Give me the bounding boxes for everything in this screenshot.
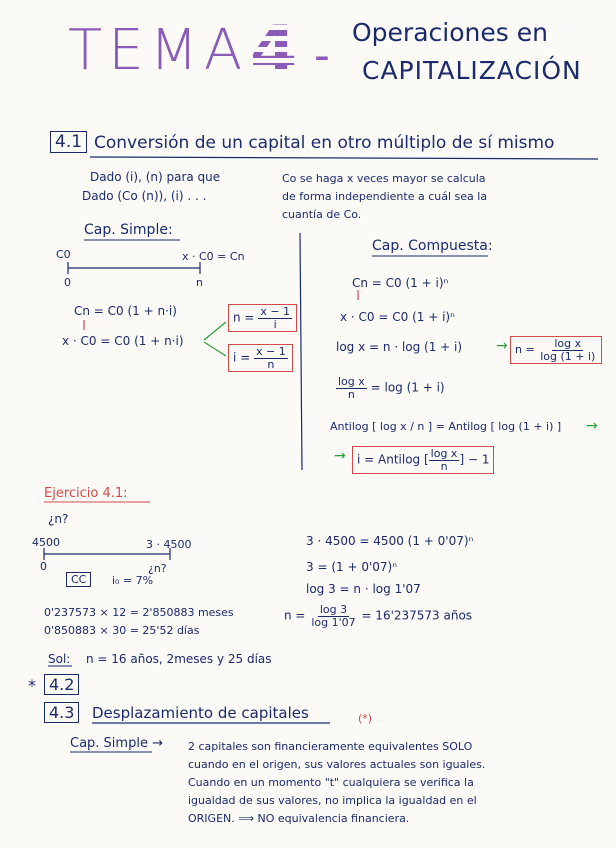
exercise-eq-b: 3 = (1 + 0'07)ⁿ bbox=[306, 560, 397, 574]
timeline-cn: x · C0 = Cn bbox=[182, 250, 245, 263]
exercise-zero: 0 bbox=[40, 560, 47, 573]
paragraph-line-1: 2 capitales son financieramente equivalentes SOLO bbox=[188, 740, 473, 753]
tema-number: 4 bbox=[250, 12, 298, 91]
arrow-icon: → bbox=[586, 418, 598, 434]
section-number-4-3: 4.3 bbox=[44, 702, 79, 723]
compound-eq-1: Cn = C0 (1 + i)ⁿ bbox=[352, 276, 449, 290]
given-line-2: Dado (Co (n)), (i) . . . bbox=[82, 189, 207, 203]
exercise-v-right: 3 · 4500 bbox=[146, 538, 192, 551]
paragraph-line-5: ORIGEN. ⟹ NO equivalencia financiera. bbox=[188, 812, 410, 825]
compound-eq-3: log x = n · log (1 + i) bbox=[336, 340, 463, 354]
exercise-eq-a: 3 · 4500 = 4500 (1 + 0'07)ⁿ bbox=[306, 534, 474, 548]
n-denominator: log 1'07 bbox=[311, 615, 356, 629]
exercise-calc-1: 0'237573 × 12 = 2'850883 meses bbox=[44, 606, 234, 619]
i-numerator: log x bbox=[430, 447, 458, 460]
simple-eq-1: Cn = C0 (1 + n·i) bbox=[74, 304, 177, 318]
exercise-v-left: 4500 bbox=[32, 536, 60, 549]
compound-n-result bbox=[510, 336, 602, 364]
compound-eq-4 bbox=[336, 376, 445, 400]
section-underline bbox=[90, 157, 598, 159]
i-suffix: − 1 bbox=[467, 452, 490, 467]
eq4-numerator: log x bbox=[338, 375, 365, 388]
paragraph-line-3: Cuando en un momento "t" cualquiera se verifica la bbox=[188, 776, 474, 789]
condition-line-1: Co se haga x veces mayor se calcula bbox=[282, 172, 486, 185]
n-numerator: log x bbox=[554, 337, 582, 350]
timeline-c0: C0 bbox=[56, 248, 71, 261]
section-number-4-1: 4.1 bbox=[50, 131, 87, 153]
arrow-icon: → bbox=[334, 448, 346, 464]
solution-text: n = 16 años, 2meses y 25 días bbox=[86, 652, 272, 666]
column-divider bbox=[300, 233, 302, 470]
cap-simple-label: Cap. Simple → bbox=[70, 736, 163, 751]
n-lhs: n = bbox=[233, 310, 255, 325]
green-arrow bbox=[204, 342, 226, 356]
n-numerator: x − 1 bbox=[260, 305, 291, 318]
exercise-rate: i₀ = 7% bbox=[112, 574, 154, 587]
n-denominator: i bbox=[273, 317, 277, 331]
exercise-title: Ejercicio 4.1: bbox=[44, 486, 128, 501]
simple-i-result bbox=[228, 344, 293, 372]
cap-compuesta-heading: Cap. Compuesta: bbox=[372, 238, 493, 254]
exercise-n-question: ¿n? bbox=[148, 562, 167, 575]
n-numerator: log 3 bbox=[319, 603, 348, 616]
compound-eq-5: Antilog [ log x / n ] = Antilog [ log (1 + i) ] bbox=[330, 420, 562, 433]
title-dash: - bbox=[314, 30, 330, 81]
n-lhs: n = bbox=[515, 343, 535, 357]
i-denominator: n bbox=[440, 459, 448, 473]
i-lhs: i = bbox=[233, 350, 251, 365]
green-arrow bbox=[204, 322, 226, 340]
i-numerator: x − 1 bbox=[256, 345, 286, 358]
section-mark: (*) bbox=[358, 712, 373, 725]
i-denominator: n bbox=[267, 357, 275, 371]
tema-title: TEMA bbox=[68, 18, 249, 83]
exercise-n-result bbox=[284, 604, 472, 628]
exercise-calc-2: 0'850883 × 30 = 25'52 días bbox=[44, 624, 200, 637]
paragraph-line-2: cuando en el origen, sus valores actuales son iguales. bbox=[188, 758, 486, 771]
condition-line-2: de forma independiente a cuál sea la bbox=[282, 190, 488, 203]
n-lhs: n = bbox=[284, 608, 306, 623]
exercise-cc: CC bbox=[66, 572, 91, 587]
section-title-4-1: Conversión de un capital en otro múltiplo de sí mismo bbox=[94, 133, 555, 153]
compound-eq-2: x · C0 = C0 (1 + i)ⁿ bbox=[340, 310, 455, 324]
cap-simple-heading: Cap. Simple: bbox=[84, 222, 173, 238]
title-line1: Operaciones en bbox=[352, 18, 548, 47]
eq4-denominator: n bbox=[347, 387, 355, 401]
n-value: = 16'237573 años bbox=[361, 608, 473, 623]
condition-line-3: cuantía de Co. bbox=[282, 208, 362, 221]
eq4-rhs: = log (1 + i) bbox=[370, 380, 445, 395]
arrow-icon: → bbox=[496, 338, 508, 354]
given-line-1: Dado (i), (n) para que bbox=[90, 170, 221, 184]
exercise-question: ¿n? bbox=[48, 512, 69, 526]
i-prefix: i = Antilog bbox=[357, 452, 421, 467]
timeline-zero: 0 bbox=[64, 276, 71, 289]
title-line2: CAPITALIZACIÓN bbox=[362, 56, 582, 85]
compound-i-result: i = Antilog [ $\frac{\text{log x}}{n}$ ] − 1 bbox=[352, 446, 494, 474]
n-denominator: log (1 + i) bbox=[540, 349, 596, 363]
star-mark: * bbox=[28, 676, 36, 695]
section-title-4-3: Desplazamiento de capitales bbox=[92, 704, 309, 722]
section-number-4-2: 4.2 bbox=[44, 674, 79, 695]
simple-eq-2: x · C0 = C0 (1 + n·i) bbox=[62, 334, 184, 348]
timeline-n: n bbox=[196, 276, 203, 289]
exercise-eq-c: log 3 = n · log 1'07 bbox=[306, 582, 421, 596]
paragraph-line-4: igualdad de sus valores, no implica la igualdad en el bbox=[188, 794, 477, 807]
simple-n-result bbox=[228, 304, 297, 332]
solution-label: Sol: bbox=[48, 652, 71, 666]
